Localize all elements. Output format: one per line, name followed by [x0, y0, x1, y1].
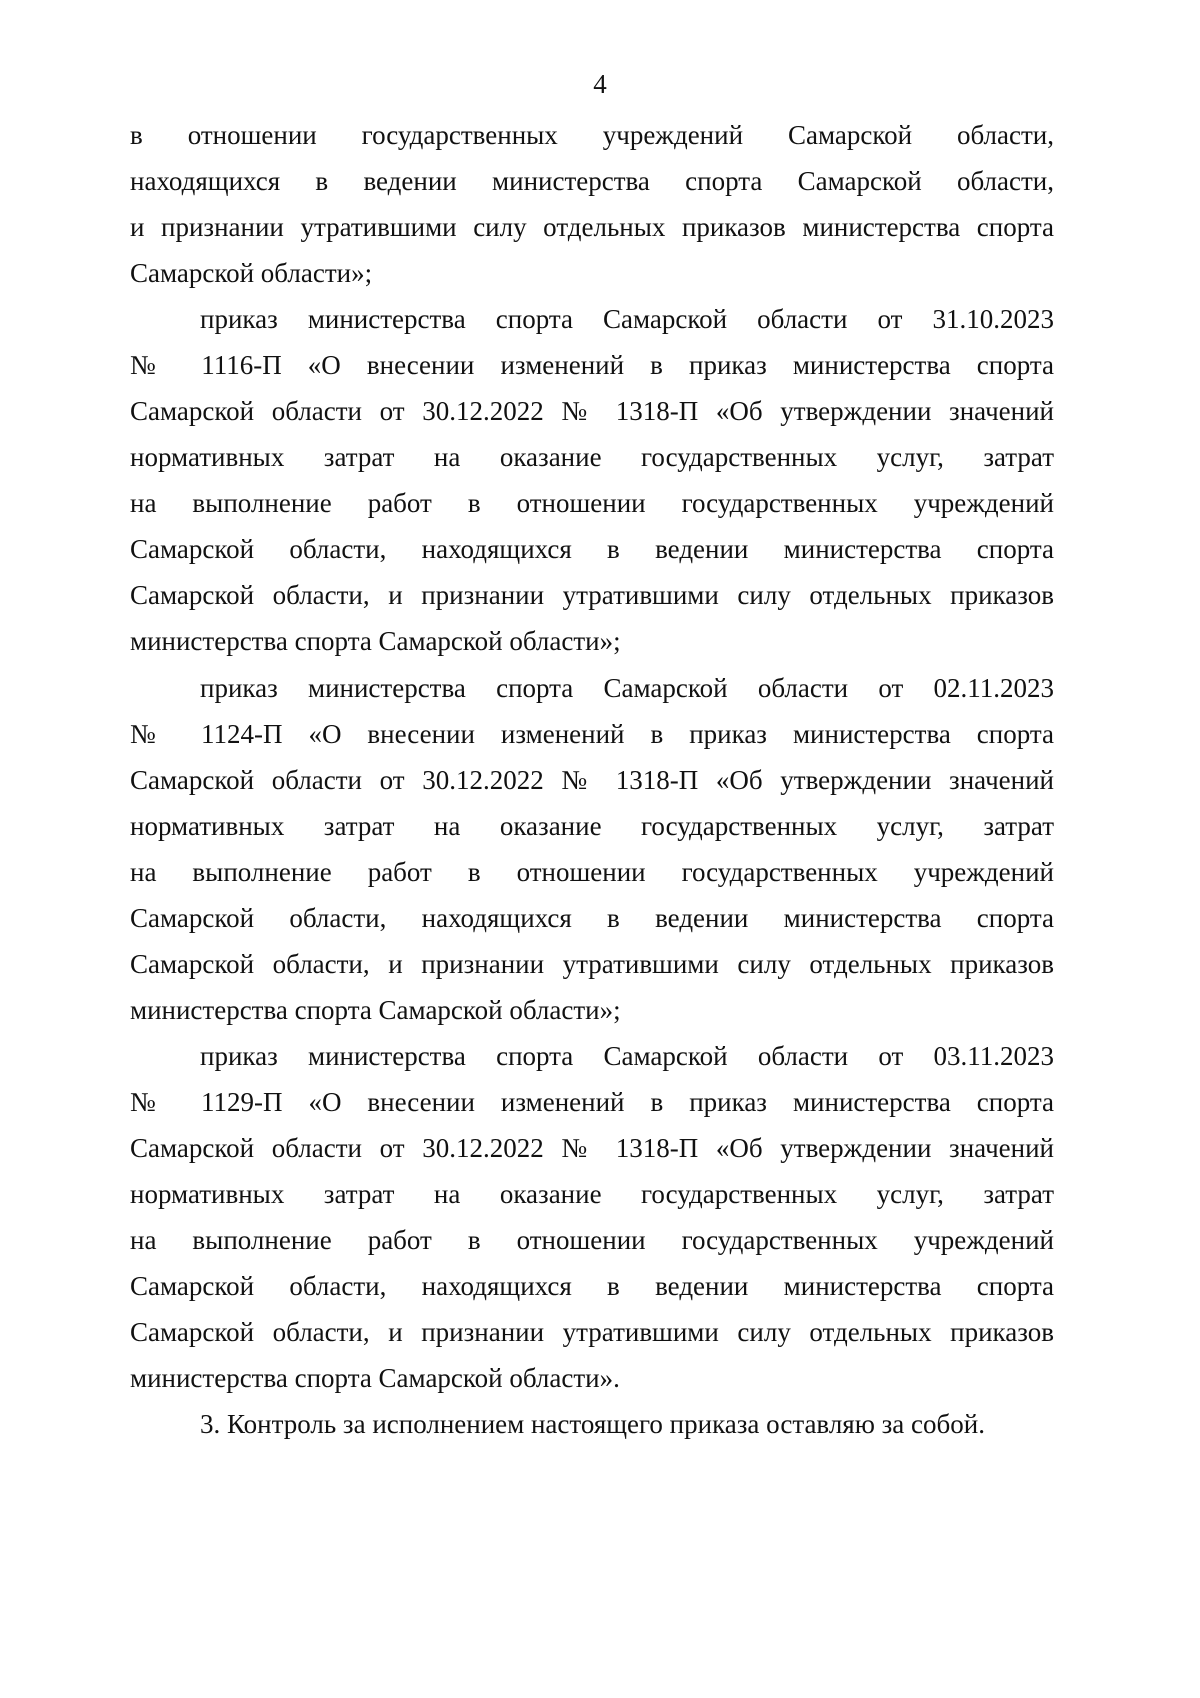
page-number: 4 — [593, 69, 607, 99]
text-line: 3. Контроль за исполнением настоящего приказа оставляю за собой. — [200, 1409, 985, 1439]
text-line: на выполнение работ в отношении государственных учреждений — [130, 1225, 1054, 1255]
text-line: министерства спорта Самарской области»; — [130, 626, 621, 656]
text-line: приказ министерства спорта Самарской области от 31.10.2023 — [200, 304, 1054, 334]
text-line: Самарской области, и признании утратившими силу отдельных приказов — [130, 580, 1054, 610]
text-line: нормативных затрат на оказание государственных услуг, затрат — [130, 811, 1054, 841]
text-line: № 1116-П «О внесении изменений в приказ министерства спорта — [130, 350, 1054, 380]
text-line: Самарской области от 30.12.2022 № 1318-П «Об утверждении значений — [130, 765, 1054, 795]
text-line: Самарской области от 30.12.2022 № 1318-П «Об утверждении значений — [130, 396, 1054, 426]
text-line: Самарской области, находящихся в ведении министерства спорта — [130, 534, 1054, 564]
text-line: Самарской области»; — [130, 258, 373, 288]
text-line: Самарской области, находящихся в ведении министерства спорта — [130, 1271, 1054, 1301]
text-line: Самарской области от 30.12.2022 № 1318-П «Об утверждении значений — [130, 1133, 1054, 1163]
text-line: № 1129-П «О внесении изменений в приказ министерства спорта — [130, 1087, 1054, 1117]
text-line: нормативных затрат на оказание государственных услуг, затрат — [130, 1179, 1054, 1209]
text-line: нормативных затрат на оказание государственных услуг, затрат — [130, 442, 1054, 472]
text-line: на выполнение работ в отношении государственных учреждений — [130, 857, 1054, 887]
text-line: на выполнение работ в отношении государственных учреждений — [130, 488, 1054, 518]
text-line: Самарской области, находящихся в ведении министерства спорта — [130, 903, 1054, 933]
text-line: приказ министерства спорта Самарской области от 03.11.2023 — [200, 1041, 1054, 1071]
text-line: Самарской области, и признании утратившими силу отдельных приказов — [130, 949, 1054, 979]
text-line: № 1124-П «О внесении изменений в приказ министерства спорта — [130, 719, 1054, 749]
text-line: приказ министерства спорта Самарской области от 02.11.2023 — [200, 673, 1054, 703]
text-line: Самарской области, и признании утратившими силу отдельных приказов — [130, 1317, 1054, 1347]
text-line: находящихся в ведении министерства спорта Самарской области, — [130, 166, 1054, 196]
text-line: в отношении государственных учреждений Самарской области, — [130, 120, 1054, 150]
text-line: министерства спорта Самарской области»; — [130, 995, 621, 1025]
text-line: и признании утратившими силу отдельных приказов министерства спорта — [130, 212, 1054, 242]
text-line: министерства спорта Самарской области». — [130, 1363, 620, 1393]
